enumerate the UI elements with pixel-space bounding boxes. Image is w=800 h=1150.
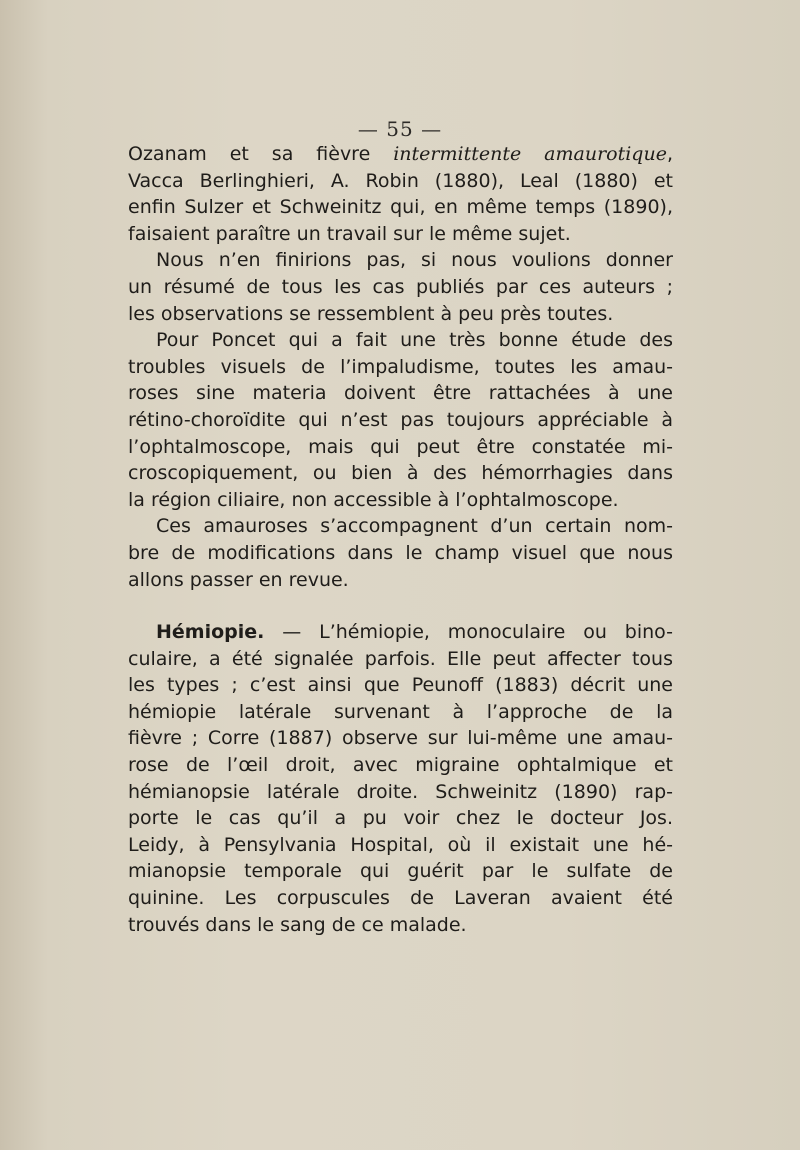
text-line: faisaient paraître un travail sur le même sujet. xyxy=(128,222,571,245)
text-line: allons passer en revue. xyxy=(128,568,349,591)
text-line: Leidy, à Pensylvania Hospital, où il existait une hé- xyxy=(128,833,673,856)
text-line: les observations se ressemblent à peu près toutes. xyxy=(128,302,614,325)
text-line: les types ; c’est ainsi que Peunoff (1883) décrit une xyxy=(128,674,673,697)
page-number: — 55 — xyxy=(357,117,443,141)
text-line: mianopsie temporale qui guérit par le sulfate de xyxy=(128,860,673,883)
text-segment: — L’hémiopie, monoculaire ou bino- xyxy=(264,621,673,644)
text-line: la région ciliaire, non accessible à l’ophtalmoscope. xyxy=(128,488,619,511)
text-line: Nous n’en finirions pas, si nous voulions donner xyxy=(156,249,673,272)
text-line: un résumé de tous les cas publiés par ces auteurs ; xyxy=(128,275,673,298)
text-line: fièvre ; Corre (1887) observe sur lui-même une amau- xyxy=(128,727,673,750)
text-line: porte le cas qu’il a pu voir chez le docteur Jos. xyxy=(128,807,673,830)
text-line: enfin Sulzer et Schweinitz qui, en même temps (1890), xyxy=(128,196,673,219)
text-segment: , xyxy=(666,143,673,165)
text-line: hémianopsie latérale droite. Schweinitz (1890) rap- xyxy=(128,780,673,803)
text-line: Vacca Berlinghieri, A. Robin (1880), Leal (1880) et xyxy=(128,169,673,192)
text-line: troubles visuels de l’impaludisme, toutes les amau- xyxy=(128,355,673,378)
text-line: bre de modifications dans le champ visuel que nous xyxy=(128,541,673,564)
body-text xyxy=(128,141,673,938)
text-line xyxy=(128,619,673,646)
text-line: trouvés dans le sang de ce malade. xyxy=(128,913,467,936)
text-line: Ces amauroses s’accompagnent d’un certain nom- xyxy=(156,515,673,538)
text-line: rétino-choroïdite qui n’est pas toujours appréciable à xyxy=(128,408,673,431)
text-line: culaire, a été signalée parfois. Elle peut affecter tous xyxy=(128,647,673,670)
paragraph-gap xyxy=(128,593,673,619)
text-line: croscopiquement, ou bien à des hémorrhagies dans xyxy=(128,462,673,485)
text-line: Pour Poncet qui a fait une très bonne étude des xyxy=(156,329,673,352)
text-line: l’ophtalmoscope, mais qui peut être constatée mi- xyxy=(128,435,673,458)
text-line xyxy=(128,141,673,168)
text-line: hémiopie latérale survenant à l’approche de la xyxy=(128,700,673,723)
text-line: rose de l’œil droit, avec migraine ophtalmique et xyxy=(128,754,673,777)
section-heading: Hémiopie. xyxy=(156,621,265,644)
text-line: quinine. Les corpuscules de Laveran avaient été xyxy=(128,887,673,910)
text-segment: Ozanam et sa fièvre xyxy=(128,143,394,165)
italic-title: intermittente amaurotique xyxy=(393,143,667,165)
text-line: roses sine materia doivent être rattachées à une xyxy=(128,382,673,405)
